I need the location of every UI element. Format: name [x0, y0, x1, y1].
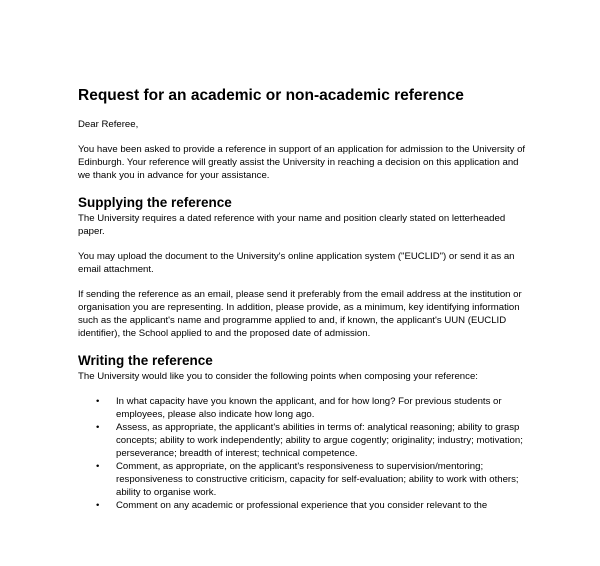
- document-content: [78, 86, 528, 512]
- supplying-heading: Supplying the reference: [78, 195, 232, 210]
- supplying-paragraph-1: The University requires a dated reference with your name and position clearly stated on letterheaded paper.: [78, 213, 506, 237]
- list-item: [78, 395, 526, 421]
- list-item-text: In what capacity have you known the applicant, and for how long? For previous students or employees, please also indicate how long ago.: [116, 396, 502, 420]
- document-title: Request for an academic or non-academic reference: [78, 87, 464, 104]
- list-item-text: Assess, as appropriate, the applicant's abilities in terms of: analytical reasoning; ability to grasp concepts; ability to work independently; ability to argue cogently; originality; industry; motivation; perseverance; breadth of interest; technical competence.: [116, 422, 523, 459]
- reference-points-list: [78, 395, 528, 512]
- bullet-icon: •: [96, 422, 100, 433]
- supplying-paragraph-2: You may upload the document to the University's online application system ("EUCLID") or send it as an email attachment.: [78, 251, 515, 275]
- list-item: [78, 460, 526, 499]
- list-item-text: Comment on any academic or professional experience that you consider relevant to the: [116, 500, 488, 511]
- list-item: [78, 499, 526, 512]
- salutation: Dear Referee,: [78, 119, 139, 130]
- writing-intro: The University would like you to consider the following points when composing your reference:: [78, 371, 478, 382]
- intro-paragraph: You have been asked to provide a reference in support of an application for admission to the University of Edinburgh. Your reference will greatly assist the University in reaching a decision on this application and we thank you in advance for your assistance.: [78, 144, 526, 181]
- bullet-icon: •: [96, 461, 100, 472]
- writing-heading: Writing the reference: [78, 353, 213, 368]
- supplying-paragraph-3: If sending the reference as an email, please send it preferably from the email address at the institution or organisation you are representing. In addition, please provide, as a minimum, key identifying information such as the applicant's name and programme applied to and, if known, the applicant's UUN (EUCLID identifier), the School applied to and the proposed date of admission.: [78, 289, 522, 339]
- bullet-icon: •: [96, 396, 100, 407]
- list-item-text: Comment, as appropriate, on the applicant's responsiveness to supervision/mentoring; responsiveness to constructive criticism, capacity for self-evaluation; ability to work with others; ability to organise work.: [116, 461, 519, 498]
- list-item: [78, 421, 526, 460]
- bullet-icon: •: [96, 500, 100, 511]
